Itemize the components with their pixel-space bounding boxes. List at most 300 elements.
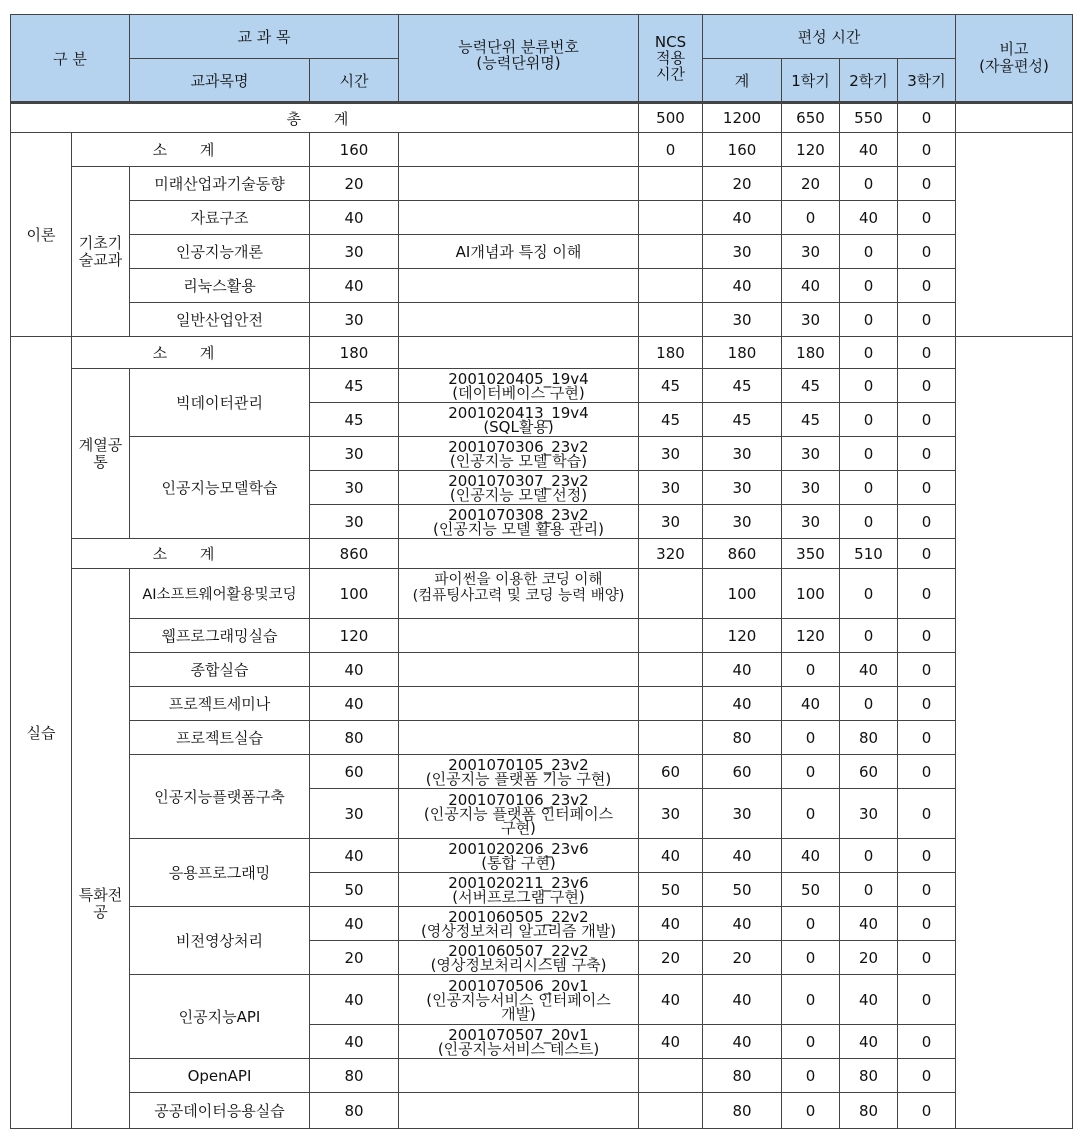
subtotal-label: 소 계 [72, 337, 310, 369]
sem3-hours: 0 [898, 303, 956, 337]
ncs-unit [399, 505, 639, 539]
ncs-unit-code: 2001020413_19v4 [448, 403, 589, 422]
grand-total-s1: 650 [782, 103, 840, 133]
subject-hours: 80 [310, 1093, 399, 1129]
subtotal-s1: 120 [782, 133, 840, 167]
header-remarks [956, 15, 1073, 103]
subject-hours: 30 [310, 235, 399, 269]
ncs-unit [399, 789, 639, 839]
subtotal-label: 소 계 [72, 539, 310, 569]
sem2-hours: 0 [840, 619, 898, 653]
subtotal-total: 160 [703, 133, 782, 167]
total-hours: 30 [703, 303, 782, 337]
sem1-hours: 45 [782, 403, 840, 437]
subtotal-s2: 0 [840, 337, 898, 369]
group-special-label: 특화전공 [78, 885, 123, 921]
ncs-unit-name: (인공지능 모델 학습) [449, 451, 588, 470]
ncs-unit [399, 873, 639, 907]
ncs-unit-name: (SQL활용) [483, 417, 554, 436]
sem3-hours: 0 [898, 975, 956, 1025]
group-special [72, 569, 130, 1129]
sem1-hours: 30 [782, 303, 840, 337]
ncs-unit-name-cont: 개발) [501, 1004, 536, 1023]
sem3-hours: 0 [898, 619, 956, 653]
ncs-unit-name: (인공지능 플랫폼 기능 구현) [425, 769, 612, 788]
total-hours: 30 [703, 505, 782, 539]
ncs-unit-name: (컴퓨팅사고력 및 코딩 능력 배양) [412, 588, 625, 604]
sem3-hours: 0 [898, 873, 956, 907]
subject-hours: 40 [310, 1025, 399, 1059]
subtotal-row-common [11, 337, 1073, 369]
total-hours: 120 [703, 619, 782, 653]
sem3-hours: 0 [898, 653, 956, 687]
ncs-unit-name: (데이터베이스 구현) [452, 383, 585, 402]
total-hours: 40 [703, 1025, 782, 1059]
subject-hours: 30 [310, 789, 399, 839]
table-row [11, 303, 1073, 337]
ncs-unit [399, 721, 639, 755]
subtotal-row-special [11, 539, 1073, 569]
group-common-label: 계열공통 [78, 435, 123, 471]
subtotal-s3: 0 [898, 337, 956, 369]
subject-name: 공공데이터응용실습 [130, 1093, 310, 1129]
table-row [11, 687, 1073, 721]
sem2-hours: 30 [840, 789, 898, 839]
table-row [11, 1059, 1073, 1093]
ncs-unit-code: 2001070306_23v2 [448, 437, 589, 456]
total-hours: 80 [703, 721, 782, 755]
sem1-hours: 0 [782, 721, 840, 755]
table-row [11, 369, 1073, 403]
sem2-hours: 0 [840, 505, 898, 539]
subject-hours: 45 [310, 369, 399, 403]
ncs-unit-code: 2001070308_23v2 [448, 505, 589, 524]
total-hours: 50 [703, 873, 782, 907]
subtotal-unit [399, 539, 639, 569]
sem3-hours: 0 [898, 167, 956, 201]
ncs-unit-code: 2001020211_23v6 [448, 873, 589, 892]
sem3-hours: 0 [898, 941, 956, 975]
sem1-hours: 30 [782, 235, 840, 269]
sem1-hours: 50 [782, 873, 840, 907]
sem1-hours: 30 [782, 437, 840, 471]
sem3-hours: 0 [898, 235, 956, 269]
ncs-hours [639, 201, 703, 235]
sem3-hours: 0 [898, 907, 956, 941]
total-hours: 20 [703, 941, 782, 975]
header-subject: 교 과 목 [130, 15, 399, 59]
header-ncs-applied-2: 적용 [656, 49, 685, 67]
total-hours: 60 [703, 755, 782, 789]
sem2-hours: 0 [840, 471, 898, 505]
sem2-hours: 0 [840, 235, 898, 269]
table-row [11, 839, 1073, 873]
grand-total-label: 총 계 [11, 103, 639, 133]
ncs-hours: 20 [639, 941, 703, 975]
sem1-hours: 100 [782, 569, 840, 619]
ncs-unit [399, 471, 639, 505]
sem1-hours: 20 [782, 167, 840, 201]
total-hours: 45 [703, 403, 782, 437]
ncs-hours: 30 [639, 789, 703, 839]
subtotal-s3: 0 [898, 539, 956, 569]
subject-hours: 40 [310, 687, 399, 721]
subject-name: 인공지능개론 [130, 235, 310, 269]
grand-total-s3: 0 [898, 103, 956, 133]
total-hours: 40 [703, 839, 782, 873]
ncs-unit-code: 2001060505_22v2 [448, 907, 589, 926]
total-hours: 45 [703, 369, 782, 403]
ncs-hours: 40 [639, 839, 703, 873]
subtotal-s2: 510 [840, 539, 898, 569]
ncs-unit-code: 2001020405_19v4 [448, 369, 589, 388]
ncs-unit [399, 1025, 639, 1059]
subtotal-hours: 180 [310, 337, 399, 369]
subtotal-s2: 40 [840, 133, 898, 167]
total-hours: 40 [703, 201, 782, 235]
subject-hours: 20 [310, 167, 399, 201]
ncs-unit-name: (인공지능서비스 테스트) [437, 1039, 600, 1058]
ncs-hours [639, 619, 703, 653]
sem2-hours: 40 [840, 1025, 898, 1059]
header-ncs-unit [399, 15, 639, 103]
ncs-unit [399, 269, 639, 303]
ncs-hours [639, 687, 703, 721]
sem2-hours: 40 [840, 907, 898, 941]
subject-hours: 30 [310, 437, 399, 471]
ncs-hours [639, 569, 703, 619]
subject-hours: 40 [310, 975, 399, 1025]
grand-total-remarks [956, 103, 1073, 133]
group-common [72, 369, 130, 539]
sem1-hours: 120 [782, 619, 840, 653]
subject-name: 미래산업과기술동향 [130, 167, 310, 201]
ncs-hours: 45 [639, 403, 703, 437]
ncs-unit-code: 2001020206_23v6 [448, 839, 589, 858]
subject-name: 비전영상처리 [130, 907, 310, 975]
ncs-unit-name: (인공지능서비스 인터페이스 [426, 990, 611, 1009]
sem2-hours: 40 [840, 975, 898, 1025]
ncs-unit-code: 2001070106_23v2 [448, 790, 589, 809]
table-row [11, 569, 1073, 619]
sem2-hours: 80 [840, 1093, 898, 1129]
table-row [11, 755, 1073, 789]
ncs-unit-name: (서버프로그램 구현) [452, 887, 585, 906]
sem2-hours: 40 [840, 653, 898, 687]
ncs-unit-code: 2001070105_23v2 [448, 755, 589, 774]
ncs-hours: 30 [639, 505, 703, 539]
sem2-hours: 80 [840, 1059, 898, 1093]
sem3-hours: 0 [898, 569, 956, 619]
subject-name: 웹프로그래밍실습 [130, 619, 310, 653]
subject-name: 프로젝트세미나 [130, 687, 310, 721]
sem3-hours: 0 [898, 687, 956, 721]
ncs-unit-code: 2001070506_20v1 [448, 976, 589, 995]
header-sem1: 1학기 [782, 59, 840, 103]
subject-name: 프로젝트실습 [130, 721, 310, 755]
subject-name: 응용프로그래밍 [130, 839, 310, 907]
ncs-unit: AI개념과 특징 이해 [399, 235, 639, 269]
grand-total-ncs: 500 [639, 103, 703, 133]
sem3-hours: 0 [898, 437, 956, 471]
ncs-unit-name: (인공지능 모델 선정) [449, 485, 588, 504]
table-row [11, 975, 1073, 1025]
subject-hours: 30 [310, 505, 399, 539]
sem2-hours: 0 [840, 303, 898, 337]
sem3-hours: 0 [898, 471, 956, 505]
sem1-hours: 30 [782, 471, 840, 505]
group-basic-label: 기초기술교과 [78, 233, 123, 269]
subtotal-ncs: 180 [639, 337, 703, 369]
ncs-unit [399, 907, 639, 941]
table-body [11, 103, 1073, 1129]
header-ncs-applied-1: NCS [654, 33, 687, 51]
sem2-hours: 0 [840, 873, 898, 907]
sem2-hours: 20 [840, 941, 898, 975]
ncs-hours [639, 721, 703, 755]
subtotal-total: 860 [703, 539, 782, 569]
subtotal-total: 180 [703, 337, 782, 369]
sem2-hours: 40 [840, 201, 898, 235]
sem2-hours: 0 [840, 403, 898, 437]
table-row [11, 653, 1073, 687]
total-hours: 40 [703, 269, 782, 303]
subtotal-s3: 0 [898, 133, 956, 167]
sem2-hours: 0 [840, 687, 898, 721]
subject-hours: 50 [310, 873, 399, 907]
ncs-hours: 40 [639, 975, 703, 1025]
sem1-hours: 0 [782, 907, 840, 941]
header-ncs-unit-sub: (능력단위명) [476, 54, 561, 72]
table-row [11, 721, 1073, 755]
subject-name: 자료구조 [130, 201, 310, 235]
subtotal-unit [399, 133, 639, 167]
total-hours: 100 [703, 569, 782, 619]
sem3-hours: 0 [898, 1093, 956, 1129]
table-row [11, 167, 1073, 201]
total-hours: 30 [703, 789, 782, 839]
table-row [11, 269, 1073, 303]
sem3-hours: 0 [898, 269, 956, 303]
total-hours: 30 [703, 235, 782, 269]
ncs-hours: 60 [639, 755, 703, 789]
ncs-unit [399, 941, 639, 975]
total-hours: 80 [703, 1093, 782, 1129]
sem3-hours: 0 [898, 1025, 956, 1059]
ncs-unit-code: 2001060507_22v2 [448, 941, 589, 960]
subject-name: 인공지능API [130, 975, 310, 1059]
sem3-hours: 0 [898, 403, 956, 437]
sem1-hours: 0 [782, 201, 840, 235]
table-row [11, 201, 1073, 235]
ncs-hours [639, 1093, 703, 1129]
ncs-hours: 40 [639, 1025, 703, 1059]
header-subject-hours: 시간 [310, 59, 399, 103]
grand-total-row [11, 103, 1073, 133]
subject-name: OpenAPI [130, 1059, 310, 1093]
total-hours: 30 [703, 471, 782, 505]
ncs-unit-code: 파이썬을 이용한 코딩 이해 [434, 572, 603, 588]
subject-hours: 60 [310, 755, 399, 789]
header-remarks-sub: (자율편성) [979, 57, 1049, 75]
ncs-unit [399, 201, 639, 235]
subject-hours: 40 [310, 269, 399, 303]
header-ncs-applied-3: 시간 [656, 65, 685, 83]
sem1-hours: 30 [782, 505, 840, 539]
group-basic [72, 167, 130, 337]
ncs-unit-name: (영상정보처리시스템 구축) [430, 955, 607, 974]
subject-name: 인공지능모델학습 [130, 437, 310, 539]
sem1-hours: 0 [782, 755, 840, 789]
subject-hours: 120 [310, 619, 399, 653]
grand-total-total: 1200 [703, 103, 782, 133]
sem2-hours: 0 [840, 369, 898, 403]
sem1-hours: 0 [782, 941, 840, 975]
sem2-hours: 0 [840, 167, 898, 201]
ncs-hours: 50 [639, 873, 703, 907]
sem3-hours: 0 [898, 721, 956, 755]
ncs-unit [399, 619, 639, 653]
subject-hours: 40 [310, 653, 399, 687]
header-remarks-title: 비고 [999, 40, 1029, 58]
ncs-hours [639, 303, 703, 337]
header-category: 구 분 [11, 15, 130, 103]
subject-name: 인공지능플랫폼구축 [130, 755, 310, 839]
ncs-hours [639, 1059, 703, 1093]
sem2-hours: 80 [840, 721, 898, 755]
ncs-unit [399, 303, 639, 337]
header-ncs-unit-title: 능력단위 분류번호 [458, 38, 579, 56]
ncs-unit [399, 369, 639, 403]
subtotal-hours: 160 [310, 133, 399, 167]
subtotal-row-theory [11, 133, 1073, 167]
table-header [11, 15, 1073, 103]
subject-name: 빅데이터관리 [130, 369, 310, 437]
subject-hours: 30 [310, 471, 399, 505]
ncs-unit [399, 437, 639, 471]
total-hours: 80 [703, 1059, 782, 1093]
subject-name: 종합실습 [130, 653, 310, 687]
subtotal-s1: 350 [782, 539, 840, 569]
sem1-hours: 0 [782, 789, 840, 839]
category-practice: 실습 [11, 337, 72, 1129]
sem1-hours: 40 [782, 839, 840, 873]
subject-hours: 40 [310, 201, 399, 235]
table-row [11, 235, 1073, 269]
table-row [11, 619, 1073, 653]
subtotal-hours: 860 [310, 539, 399, 569]
header-ncs-applied [639, 15, 703, 103]
sem1-hours: 0 [782, 653, 840, 687]
sem3-hours: 0 [898, 789, 956, 839]
ncs-hours [639, 269, 703, 303]
subject-hours: 100 [310, 569, 399, 619]
sem3-hours: 0 [898, 201, 956, 235]
subject-hours: 80 [310, 721, 399, 755]
ncs-unit-name: (인공지능 모델 활용 관리) [433, 519, 604, 538]
header-sem2: 2학기 [840, 59, 898, 103]
subtotal-ncs: 320 [639, 539, 703, 569]
sem1-hours: 0 [782, 1025, 840, 1059]
sem1-hours: 0 [782, 1059, 840, 1093]
subject-hours: 40 [310, 907, 399, 941]
sem2-hours: 0 [840, 437, 898, 471]
table-row [11, 907, 1073, 941]
ncs-hours: 45 [639, 369, 703, 403]
total-hours: 30 [703, 437, 782, 471]
ncs-unit-code: 2001070507_20v1 [448, 1025, 589, 1044]
ncs-hours [639, 167, 703, 201]
ncs-unit [399, 687, 639, 721]
ncs-unit-code: 2001070307_23v2 [448, 471, 589, 490]
table-row [11, 1093, 1073, 1129]
header-schedule: 편성 시간 [703, 15, 956, 59]
ncs-unit [399, 1059, 639, 1093]
total-hours: 20 [703, 167, 782, 201]
ncs-hours [639, 653, 703, 687]
header-sem3: 3학기 [898, 59, 956, 103]
remarks-cell [956, 337, 1073, 1129]
sem3-hours: 0 [898, 839, 956, 873]
ncs-unit [399, 167, 639, 201]
subtotal-ncs: 0 [639, 133, 703, 167]
ncs-unit-name-cont: 구현) [501, 818, 536, 837]
ncs-hours: 30 [639, 437, 703, 471]
ncs-unit-name: (통합 구현) [481, 853, 556, 872]
subtotal-remarks [956, 133, 1073, 337]
sem1-hours: 40 [782, 687, 840, 721]
header-total: 계 [703, 59, 782, 103]
curriculum-table [10, 14, 1073, 1129]
sem1-hours: 40 [782, 269, 840, 303]
ncs-unit [399, 975, 639, 1025]
ncs-hours: 40 [639, 907, 703, 941]
subject-hours: 30 [310, 303, 399, 337]
ncs-unit [399, 839, 639, 873]
subtotal-s1: 180 [782, 337, 840, 369]
total-hours: 40 [703, 975, 782, 1025]
subject-name: AI소프트웨어활용및코딩 [130, 569, 310, 619]
sem1-hours: 0 [782, 1093, 840, 1129]
sem2-hours: 0 [840, 269, 898, 303]
sem2-hours: 60 [840, 755, 898, 789]
subject-name: 리눅스활용 [130, 269, 310, 303]
ncs-hours [639, 235, 703, 269]
sem1-hours: 0 [782, 975, 840, 1025]
sem2-hours: 0 [840, 569, 898, 619]
sem3-hours: 0 [898, 755, 956, 789]
sem3-hours: 0 [898, 369, 956, 403]
ncs-unit [399, 653, 639, 687]
ncs-unit [399, 403, 639, 437]
subject-name: 일반산업안전 [130, 303, 310, 337]
header-subject-name: 교과목명 [130, 59, 310, 103]
grand-total-s2: 550 [840, 103, 898, 133]
total-hours: 40 [703, 687, 782, 721]
subject-hours: 45 [310, 403, 399, 437]
subject-hours: 80 [310, 1059, 399, 1093]
sem2-hours: 0 [840, 839, 898, 873]
total-hours: 40 [703, 907, 782, 941]
category-theory: 이론 [11, 133, 72, 337]
table-row [11, 437, 1073, 471]
ncs-hours: 30 [639, 471, 703, 505]
ncs-unit-name: (영상정보처리 알고리즘 개발) [420, 921, 617, 940]
ncs-unit [399, 755, 639, 789]
sem1-hours: 45 [782, 369, 840, 403]
subject-hours: 40 [310, 839, 399, 873]
total-hours: 40 [703, 653, 782, 687]
